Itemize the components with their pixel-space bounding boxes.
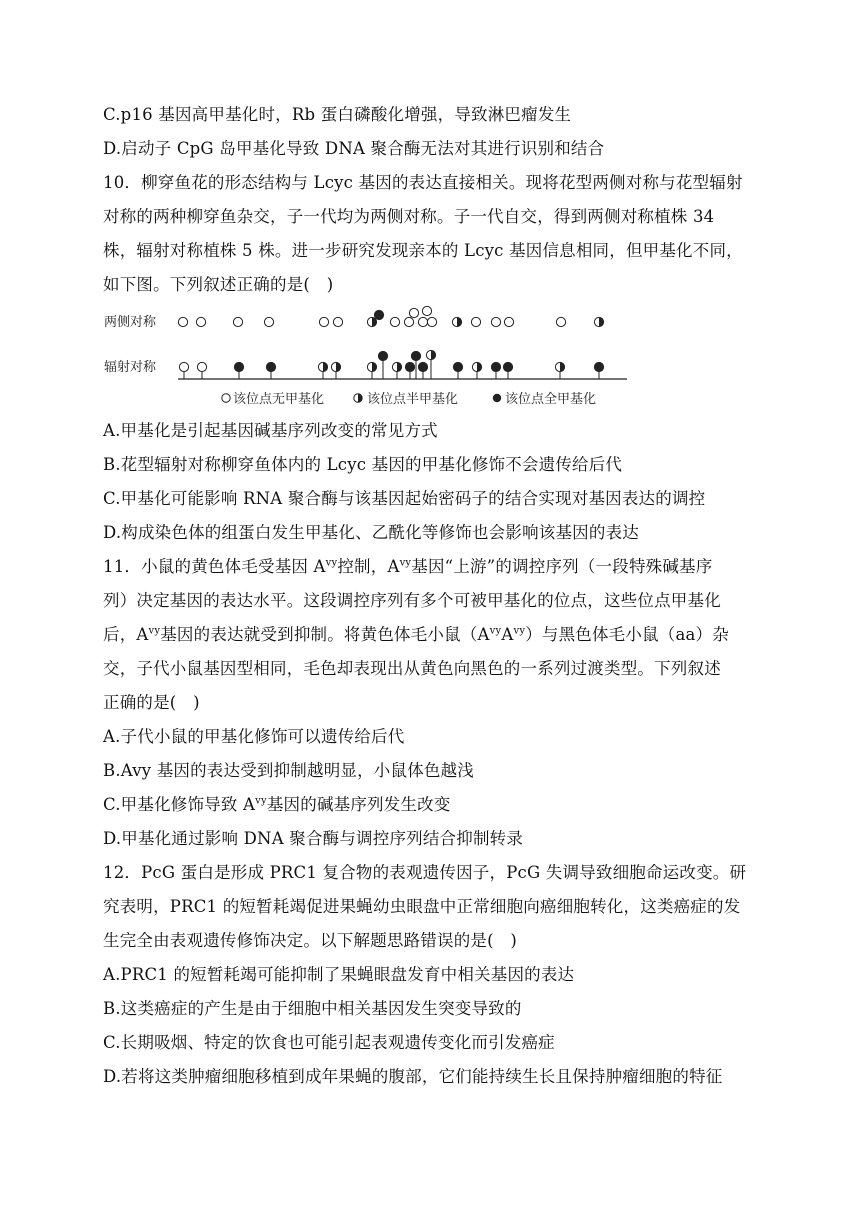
row1-site-19-open-marker — [556, 317, 565, 326]
row1-site-1-open-marker — [178, 317, 187, 326]
q11-text: 11．小鼠的黄色体毛受基因 A — [103, 557, 326, 576]
q11-text: ）与黑色体毛小鼠（aa）杂 — [525, 625, 729, 644]
q12-option-d: D.若将这类肿瘤细胞移植到成年果蝇的腹部，它们能持续生长且保持肿瘤细胞的特征 — [103, 1067, 723, 1086]
q11-text: 基因的表达就受到抑制。将黄色体毛小鼠（A — [160, 625, 490, 644]
row1-site-2-open-marker — [196, 317, 205, 326]
row2-site-3-full-marker — [234, 362, 243, 371]
superscript: vy — [399, 557, 412, 569]
row2-label: 辐射对称 — [104, 360, 157, 375]
methylation-figure — [96, 304, 636, 412]
q11-stem-line-2: 列）决定基因的表达水平。这段调控序列有多个可被甲基化的位点，这些位点甲基化 — [103, 591, 721, 610]
q10-option-b: B.花型辐射对称柳穿鱼体内的 Lcyc 基因的甲基化修饰不会遗传给后代 — [103, 455, 623, 474]
q11-text: 后，A — [103, 625, 149, 644]
row2-site-1-open-marker — [179, 362, 188, 371]
figure-legend — [222, 391, 596, 407]
row2-site-19-full-marker — [594, 362, 603, 371]
q11-option-d: D.甲基化通过影响 DNA 聚合酶与调控序列结合抑制转录 — [103, 829, 524, 848]
superscript: vy — [255, 795, 267, 807]
q11-stem-line-3 — [103, 624, 729, 646]
row2-site-12-full-marker — [418, 362, 427, 371]
row1-site-11-open-marker — [418, 317, 427, 326]
q11-option-c — [103, 794, 451, 816]
q10-option-d: D.构成染色体的组蛋白发生甲基化、乙酰化等修饰也会影响该基因的表达 — [103, 523, 639, 542]
superscript: vy — [513, 625, 526, 637]
row2-site-14-full-marker — [453, 362, 462, 371]
legend-full-marker — [493, 394, 501, 402]
row1-site-9-open-marker — [390, 317, 399, 326]
row1-site-14-open-marker — [427, 317, 436, 326]
q10-stem-line-2: 对称的两种柳穿鱼杂交，子一代均为两侧对称。子一代自交，得到两侧对称植株 34 — [103, 207, 715, 226]
q10-option-c: C.甲基化可能影响 RNA 聚合酶与该基因起始密码子的结合实现对基因表达的调控 — [103, 489, 706, 508]
q10-option-a: A.甲基化是引起基因碱基序列改变的常见方式 — [103, 421, 438, 440]
q9-option-d: D.启动子 CpG 岛甲基化导致 DNA 聚合酶无法对其进行识别和结合 — [103, 139, 605, 158]
q11-option-a: A.子代小鼠的甲基化修饰可以遗传给后代 — [103, 727, 405, 746]
q10-stem-line-1: 10．柳穿鱼花的形态结构与 Lcyc 基因的表达直接相关。现将花型两侧对称与花型辐射 — [103, 173, 743, 192]
row1-label: 两侧对称 — [104, 315, 157, 330]
row1-site-5-open-marker — [319, 317, 328, 326]
row2-site-17-full-marker — [503, 362, 512, 371]
legend-half-label: 该位点半甲基化 — [367, 392, 459, 407]
q11-text: C.甲基化修饰导致 A — [103, 795, 256, 814]
q11-text: 控制，A — [337, 557, 400, 576]
row1-site-3-open-marker — [233, 317, 242, 326]
row2-sites — [179, 350, 603, 379]
row1-site-16-open-marker — [471, 317, 480, 326]
q11-text: A — [501, 625, 514, 644]
q12-stem-line-2: 究表明，PRC1 的短暂耗竭促进果蝇幼虫眼盘中正常细胞向癌细胞转化，这类癌症的发 — [103, 897, 741, 916]
q12-option-a: A.PRC1 的短暂耗竭可能抑制了果蝇眼盘发育中相关基因的表达 — [103, 965, 575, 984]
row1-site-17-open-marker — [491, 317, 500, 326]
row1-site-12-open-marker — [409, 308, 418, 317]
q10-stem-line-3: 株，辐射对称植株 5 株。进一步研究发现亲本的 Lcyc 基因信息相同，但甲基化不同， — [103, 241, 743, 260]
q9-option-c: C.p16 基因高甲基化时，Rb 蛋白磷酸化增强，导致淋巴瘤发生 — [103, 105, 572, 124]
row1-site-10-open-marker — [404, 317, 413, 326]
q12-stem-line-3: 生完全由表观遗传修饰决定。以下解题思路错误的是( ) — [103, 931, 518, 950]
q11-stem-line-4: 交，子代小鼠基因型相同，毛色却表现出从黄色向黑色的一系列过渡类型。下列叙述 — [103, 659, 721, 678]
row2-site-16-full-marker — [491, 362, 500, 371]
row1-site-4-open-marker — [264, 317, 273, 326]
row1-site-8-full-marker — [374, 310, 383, 319]
q11-text: 基因“上游”的调控序列（一段特殊碱基序 — [411, 557, 713, 576]
superscript: vy — [489, 625, 502, 637]
q11-stem-line-5: 正确的是( ) — [103, 693, 200, 712]
row1-site-13-open-marker — [422, 306, 431, 315]
q11-stem-line-1 — [103, 556, 712, 578]
row1-sites — [178, 306, 603, 326]
legend-full-label: 该位点全甲基化 — [505, 392, 597, 407]
row1-site-6-open-marker — [333, 317, 342, 326]
q11-text: 基因的碱基序列发生改变 — [266, 795, 451, 814]
q12-stem-line-1: 12．PcG 蛋白是形成 PRC1 复合物的表观遗传因子，PcG 失调导致细胞命运改变。研 — [103, 863, 747, 882]
q12-option-b: B.这类癌症的产生是由于细胞中相关基因发生突变导致的 — [103, 999, 522, 1018]
q11-option-b: B.Avy 基因的表达受到抑制越明显，小鼠体色越浅 — [103, 761, 475, 780]
row2-site-8-full-marker — [378, 351, 387, 360]
q10-stem-line-4: 如下图。下列叙述正确的是( ) — [103, 275, 334, 294]
legend-open-marker — [222, 394, 230, 402]
legend-open-label: 该位点无甲基化 — [233, 392, 325, 407]
superscript: vy — [325, 557, 338, 569]
row2-site-4-full-marker — [266, 362, 275, 371]
superscript: vy — [148, 625, 161, 637]
q12-option-c: C.长期吸烟、特定的饮食也可能引起表观遗传变化而引发癌症 — [103, 1033, 555, 1052]
row2-site-10-full-marker — [405, 362, 414, 371]
row1-site-18-open-marker — [504, 317, 513, 326]
row2-site-2-open-marker — [197, 362, 206, 371]
row2-site-11-full-marker — [411, 351, 420, 360]
